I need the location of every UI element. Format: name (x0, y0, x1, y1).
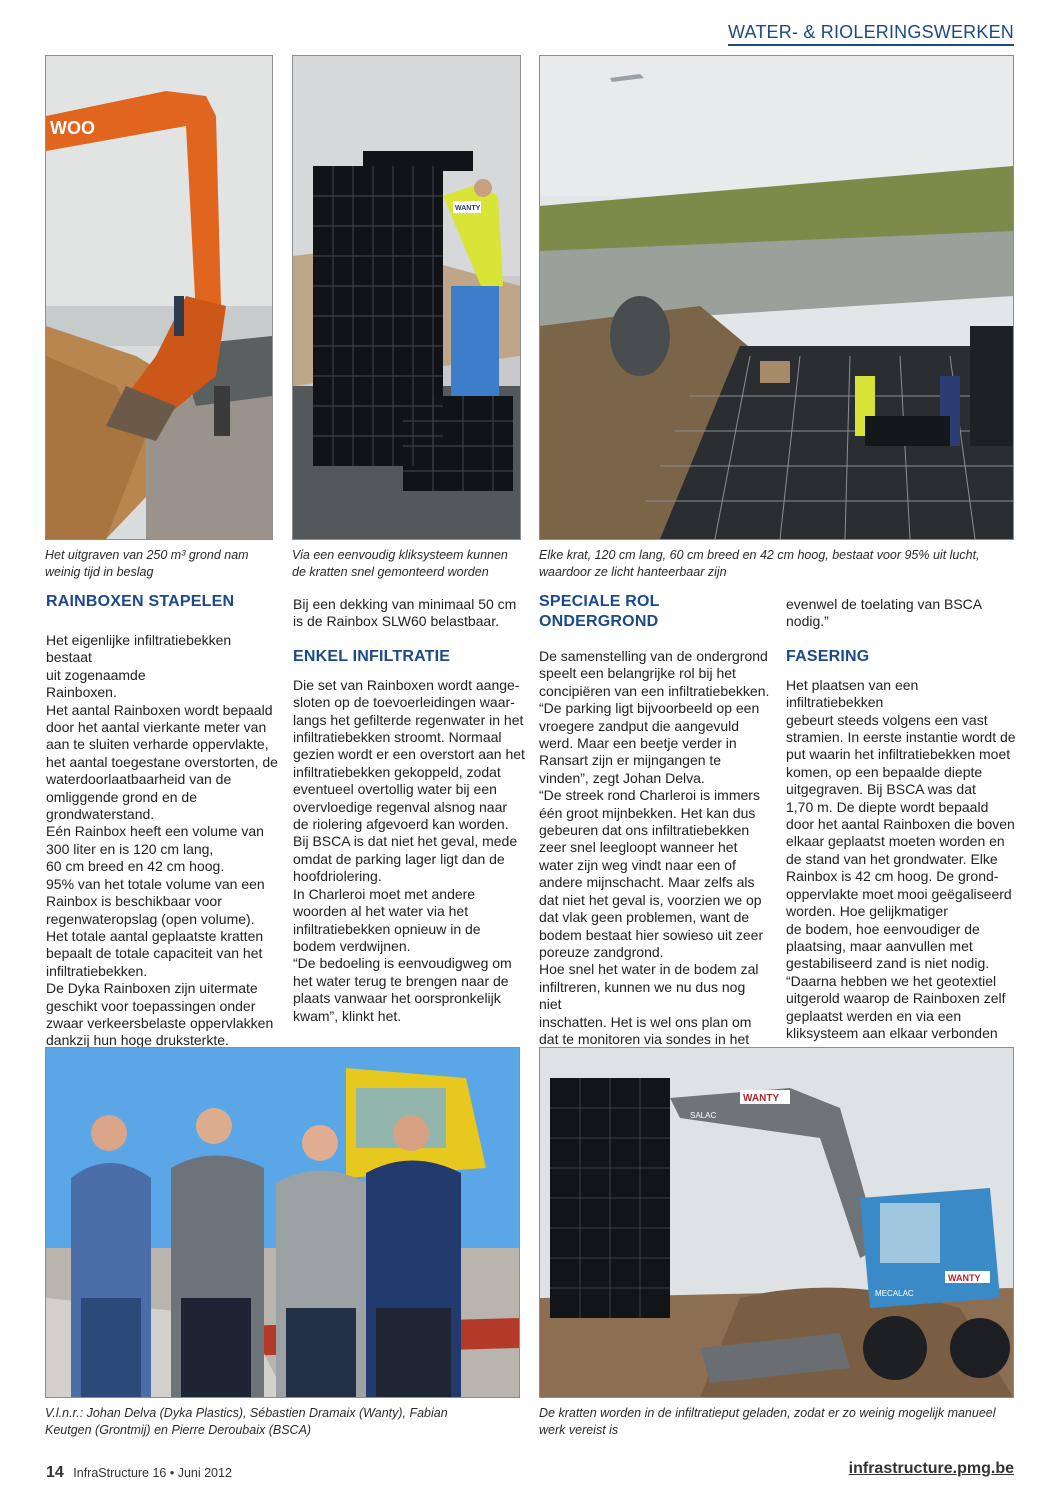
col1-line: 95% van het totale volume van een (46, 875, 265, 892)
col4-line: door het aantal Rainboxen die boven (786, 816, 1015, 833)
col3-line: concipiëren van een infiltratiebekken. (539, 682, 770, 699)
col1-line: Eén Rainbox heeft een volume van (46, 823, 264, 840)
col4-line: kliksysteem aan elkaar verbonden (786, 1024, 998, 1041)
col1-line: aan te sluiten verharde oppervlakte, (46, 736, 269, 753)
col3-line: vroegere zandput die aangevuld (539, 717, 740, 734)
col4-intro-line: nodig.” (786, 613, 829, 630)
col3-line: één groot mijnbekken. Het kan dus (539, 804, 756, 821)
col2-line: In Charleroi moet met andere (293, 885, 476, 902)
col3-line: poreuze zandgrond. (539, 943, 664, 960)
col3-line: Hoe snel het water in de bodem zal (539, 961, 759, 978)
col2-line: infiltratiebekken opnieuw in de (293, 920, 481, 937)
col1-line: Het aantal Rainboxen wordt bepaald (46, 701, 273, 718)
col3-line: gebeuren dat ons infiltratiebekken (539, 822, 750, 839)
col2-line: het water terug te brengen naar de (293, 972, 509, 989)
vest-text: WANTY (455, 205, 481, 212)
col1-line: het aantal toegestane overstorten, de (46, 753, 278, 770)
col4-line: plaatsing, maar aanvullen met (786, 937, 973, 954)
col3-line: “De streek rond Charleroi is immers (539, 787, 760, 804)
col1-line: Rainboxen. (46, 684, 117, 701)
col2-line: “De bedoeling is eenvoudigweg om (293, 955, 512, 972)
footer-website-link[interactable]: infrastructure.pmg.be (848, 1460, 1014, 1477)
col3-line: dat niet het geval is, voorzien we op (539, 891, 762, 908)
col1-line: 300 liter en is 120 cm lang, (46, 840, 214, 857)
col4-line: uitgegraven. Bij BSCA was dat (786, 781, 976, 798)
col1-line: waterdoorlaatbaarheid van de (46, 771, 232, 788)
col2-line: eventueel overtollig water bij een (293, 781, 497, 798)
col3-line: water zijn weg vindt naar een of (539, 856, 736, 873)
col3-line: De samenstelling van de ondergrond (539, 648, 768, 664)
col4-line: geplaatst werden en via een (786, 1007, 962, 1024)
caption-excavation: Het uitgraven van 250 m³ grond nam weinig tijd in beslag (45, 548, 249, 579)
section-label: WATER- & RIOLERINGSWERKEN (728, 22, 1014, 46)
col3-line: inschatten. Het is wel ons plan om (539, 1013, 752, 1030)
col2-line: infiltratiebekken stroomt. Normaal (293, 729, 502, 746)
footer-folio (46, 1464, 232, 1482)
arm-text: SALAC (690, 1111, 717, 1120)
page-number: 14 (46, 1464, 64, 1481)
caption-crate-stacking: Via een eenvoudig kliksysteem kunnen de kratten snel gemonteerd worden (292, 548, 508, 579)
col1-line: uit zogenaamde (46, 666, 146, 683)
col2-line: kwam”, klinkt het. (293, 1007, 402, 1024)
col4-line: Het plaatsen van een infiltratiebekken (786, 676, 919, 711)
photo-excavator-loading (539, 1047, 1014, 1398)
col3-line: bodem bestaat hier sowieso uit zeer (539, 926, 764, 943)
caption-group-portrait: V.l.n.r.: Johan Delva (Dyka Plastics), Sébastien Dramaix (Wanty), Fabian Keutgen (Grontmij) en Pierre Deroubaix (BSCA) (45, 1406, 448, 1437)
col1-line: Het totale aantal geplaatste kratten (46, 927, 264, 944)
col2-line: overvloedige regenval alsnog naar (293, 798, 508, 815)
col4-line: worden. Hoe gelijkmatiger (786, 903, 948, 920)
col4-line: Rainbox is 42 cm hoog. De grond- (786, 868, 999, 885)
col3-line: zeer snel leegloopt wanneer het (539, 839, 738, 856)
col1-line: door het aantal vierkante meter van (46, 719, 267, 736)
col2-line: langs het gefilterde regenwater in het (293, 711, 524, 728)
heading-fasering: FASERING (786, 647, 870, 665)
col2-line: hoofdriolering. (293, 868, 382, 885)
col2-line: Die set van Rainboxen wordt aange- (293, 676, 520, 693)
col1-line: 60 cm breed en 42 cm hoog. (46, 858, 225, 875)
col4-line: gebeurt steeds volgens een vast (786, 711, 988, 728)
col2-line: infiltratiebekken gekoppeld, zodat (293, 763, 501, 780)
col2-line: de riolering afgevoerd kan worden. (293, 816, 509, 833)
col4-intro-line: evenwel de toelating van BSCA (786, 596, 983, 612)
column-2 (293, 596, 525, 1025)
col4-line: de bodem, hoe eenvoudiger de (786, 920, 980, 937)
crane-brand: WANTY (743, 1093, 780, 1104)
col4-line: elkaar geplaatst moeten worden en (786, 833, 1005, 850)
col3-line: werd. Maar een beetje verder in (539, 735, 737, 752)
boom-text: WOO (50, 118, 95, 138)
col1-line: bepaalt de totale capaciteit van het (46, 945, 263, 962)
col3-line: “De parking ligt bijvoorbeeld op een (539, 700, 760, 717)
col1-line: De Dyka Rainboxen zijn uitermate (46, 980, 258, 997)
col2-line: gezien wordt er een overstort aan het (293, 746, 525, 763)
col2-intro-line: Bij een dekking van minimaal 50 cm (293, 596, 517, 612)
col4-line: “Daarna hebben we het geotextiel (786, 972, 997, 989)
col2-line: Bij BSCA is dat niet het geval, mede (293, 833, 518, 850)
col3-line: dat vlak geen problemen, want de (539, 909, 750, 926)
col3-line: infiltreren, kunnen we nu dus nog niet (539, 978, 746, 1013)
col1-line: Het eigenlijke infiltratiebekken bestaat (46, 632, 232, 666)
col2-intro-line: is de Rainbox SLW60 belastbaar. (293, 613, 499, 630)
photo-crate-stacking (292, 55, 521, 540)
column-1 (46, 592, 278, 1050)
col1-line: infiltratiebekken. (46, 962, 148, 979)
caption-excavator-loading: De kratten worden in de infiltratieput geladen, zodat er zo weinig mogelijk manueel werk vereist is (539, 1406, 996, 1437)
col4-line: put waarin het infiltratiebekken moet (786, 746, 1011, 763)
col3-line: Ransart zijn er mijngangen te (539, 752, 722, 769)
col4-line: oppervlakte moet mooi geëgaliseerd (786, 885, 1012, 902)
cab-text: MECALAC (875, 1289, 914, 1298)
heading-rainboxen-stapelen: RAINBOXEN STAPELEN (46, 593, 235, 610)
col3-line: vinden”, zegt Johan Delva. (539, 769, 705, 786)
col2-line: woorden al het water via het (293, 903, 469, 920)
caption-crate-field: Elke krat, 120 cm lang, 60 cm breed en 42 cm hoog, bestaat voor 95% uit lucht, waardoor ze licht hanteerbaar zijn (539, 548, 980, 579)
col1-line: geschikt voor toepassingen onder (46, 997, 256, 1014)
col2-line: plaats vanwaar het oorspronkelijk (293, 990, 501, 1007)
col2-line: bodem verdwijnen. (293, 937, 411, 954)
col1-line: dankzij hun hoge druksterkte. (46, 1032, 229, 1049)
col4-line: 1,70 m. De diepte wordt bepaald (786, 798, 989, 815)
col1-line: grondwaterstand. (46, 806, 155, 823)
col2-line: sloten op de toevoerleidingen waar- (293, 694, 515, 711)
photo-excavation (45, 55, 273, 540)
col4-line: stramien. In eerste instantie wordt de (786, 729, 1016, 746)
col1-line: zwaar verkeersbelaste oppervlakken (46, 1014, 274, 1031)
col1-line: regenwateropslag (open volume). (46, 910, 255, 927)
col3-line: dat te monitoren via sondes in het (539, 1030, 750, 1047)
col4-line: komen, op een bepaalde diepte (786, 763, 983, 780)
photo-group-portrait (45, 1047, 520, 1398)
col4-line: de stand van het grondwater. Elke (786, 850, 998, 867)
column-3 (539, 592, 771, 1066)
heading-speciale-rol-ondergrond: SPECIALE ROL ONDERGROND (539, 593, 660, 630)
col4-line: uitgerold waarop de Rainboxen zelf (786, 990, 1006, 1007)
cab-brand: WANTY (948, 1273, 981, 1283)
col1-line: omliggende grond en de (46, 788, 198, 805)
col3-line: speelt een belangrijke rol bij het (539, 665, 736, 682)
heading-enkel-infiltratie: ENKEL INFILTRATIE (293, 647, 451, 665)
col1-line: Rainbox is beschikbaar voor (46, 893, 222, 910)
column-4 (786, 596, 1018, 1042)
photo-crate-field (539, 55, 1014, 540)
publication-info: InfraStructure 16 • Juni 2012 (73, 1466, 232, 1480)
col3-line: andere mijnschacht. Maar zelfs als (539, 874, 755, 891)
col2-line: omdat de parking lager ligt dan de (293, 850, 505, 867)
col4-line: gestabiliseerd zand is niet nodig. (786, 955, 990, 972)
